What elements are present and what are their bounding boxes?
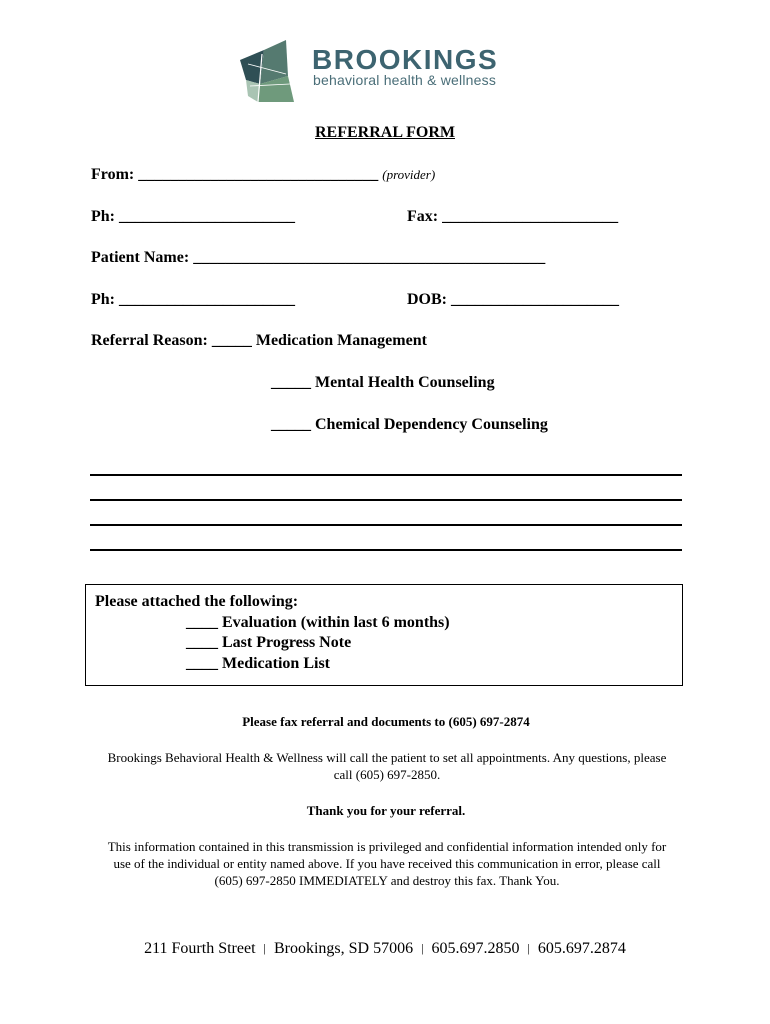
blank-line bbox=[90, 549, 682, 551]
footer-separator: | bbox=[421, 941, 424, 955]
footer-city: Brookings, SD 57006 bbox=[273, 940, 414, 957]
option-chemical-dependency: _____ Chemical Dependency Counseling bbox=[271, 416, 548, 433]
brand-tagline: behavioral health & wellness bbox=[313, 72, 497, 88]
footer-contact bbox=[0, 940, 770, 958]
fax-instruction: Please fax referral and documents to (605) 697-2874 bbox=[242, 714, 530, 729]
blank-line bbox=[90, 524, 682, 526]
provider-note: (provider) bbox=[382, 167, 436, 182]
attachments-box bbox=[85, 584, 683, 686]
attachment-item: ____ Last Progress Note bbox=[186, 634, 352, 651]
referral-reason-field: Referral Reason: _____ Medication Management bbox=[91, 332, 427, 349]
footer-separator: | bbox=[263, 941, 266, 955]
footer-phone: 605.697.2850 bbox=[431, 940, 520, 957]
confidentiality-notice: This information contained in this transmission is privileged and confidential information intended only for use of the individual or entity named above. If you have received this communication in error, please call (605) 697-2850 IMMEDIATELY and destroy this fax. Thank You. bbox=[107, 839, 667, 888]
phone-field: Ph: ______________________ bbox=[91, 208, 295, 225]
call-note: Brookings Behavioral Health & Wellness will call the patient to set all appointments. Any questions, please call (605) 697-2850. bbox=[107, 750, 667, 782]
blank-line bbox=[90, 499, 682, 501]
from-field bbox=[91, 166, 435, 184]
form-title: REFERRAL FORM bbox=[315, 124, 455, 141]
dob-field: DOB: _____________________ bbox=[407, 291, 619, 308]
option-mental-health: _____ Mental Health Counseling bbox=[271, 374, 495, 391]
leaf-logo-icon bbox=[236, 40, 298, 104]
patient-name-field: Patient Name: ____________________________________________ bbox=[91, 249, 546, 266]
brand-logo bbox=[236, 40, 526, 104]
attachment-item: ____ Medication List bbox=[186, 655, 330, 672]
brand-name: BROOKINGS bbox=[312, 44, 499, 75]
blank-line bbox=[90, 474, 682, 476]
from-label: From: ______________________________ bbox=[91, 166, 379, 183]
footer-address: 211 Fourth Street bbox=[144, 940, 256, 957]
patient-phone-field: Ph: ______________________ bbox=[91, 291, 295, 308]
thank-you-note: Thank you for your referral. bbox=[306, 803, 466, 818]
attachments-heading: Please attached the following: bbox=[95, 593, 299, 610]
footer-separator: | bbox=[527, 941, 530, 955]
attachment-item: ____ Evaluation (within last 6 months) bbox=[186, 614, 450, 631]
fax-field: Fax: ______________________ bbox=[407, 208, 619, 225]
footer-fax: 605.697.2874 bbox=[537, 940, 626, 957]
